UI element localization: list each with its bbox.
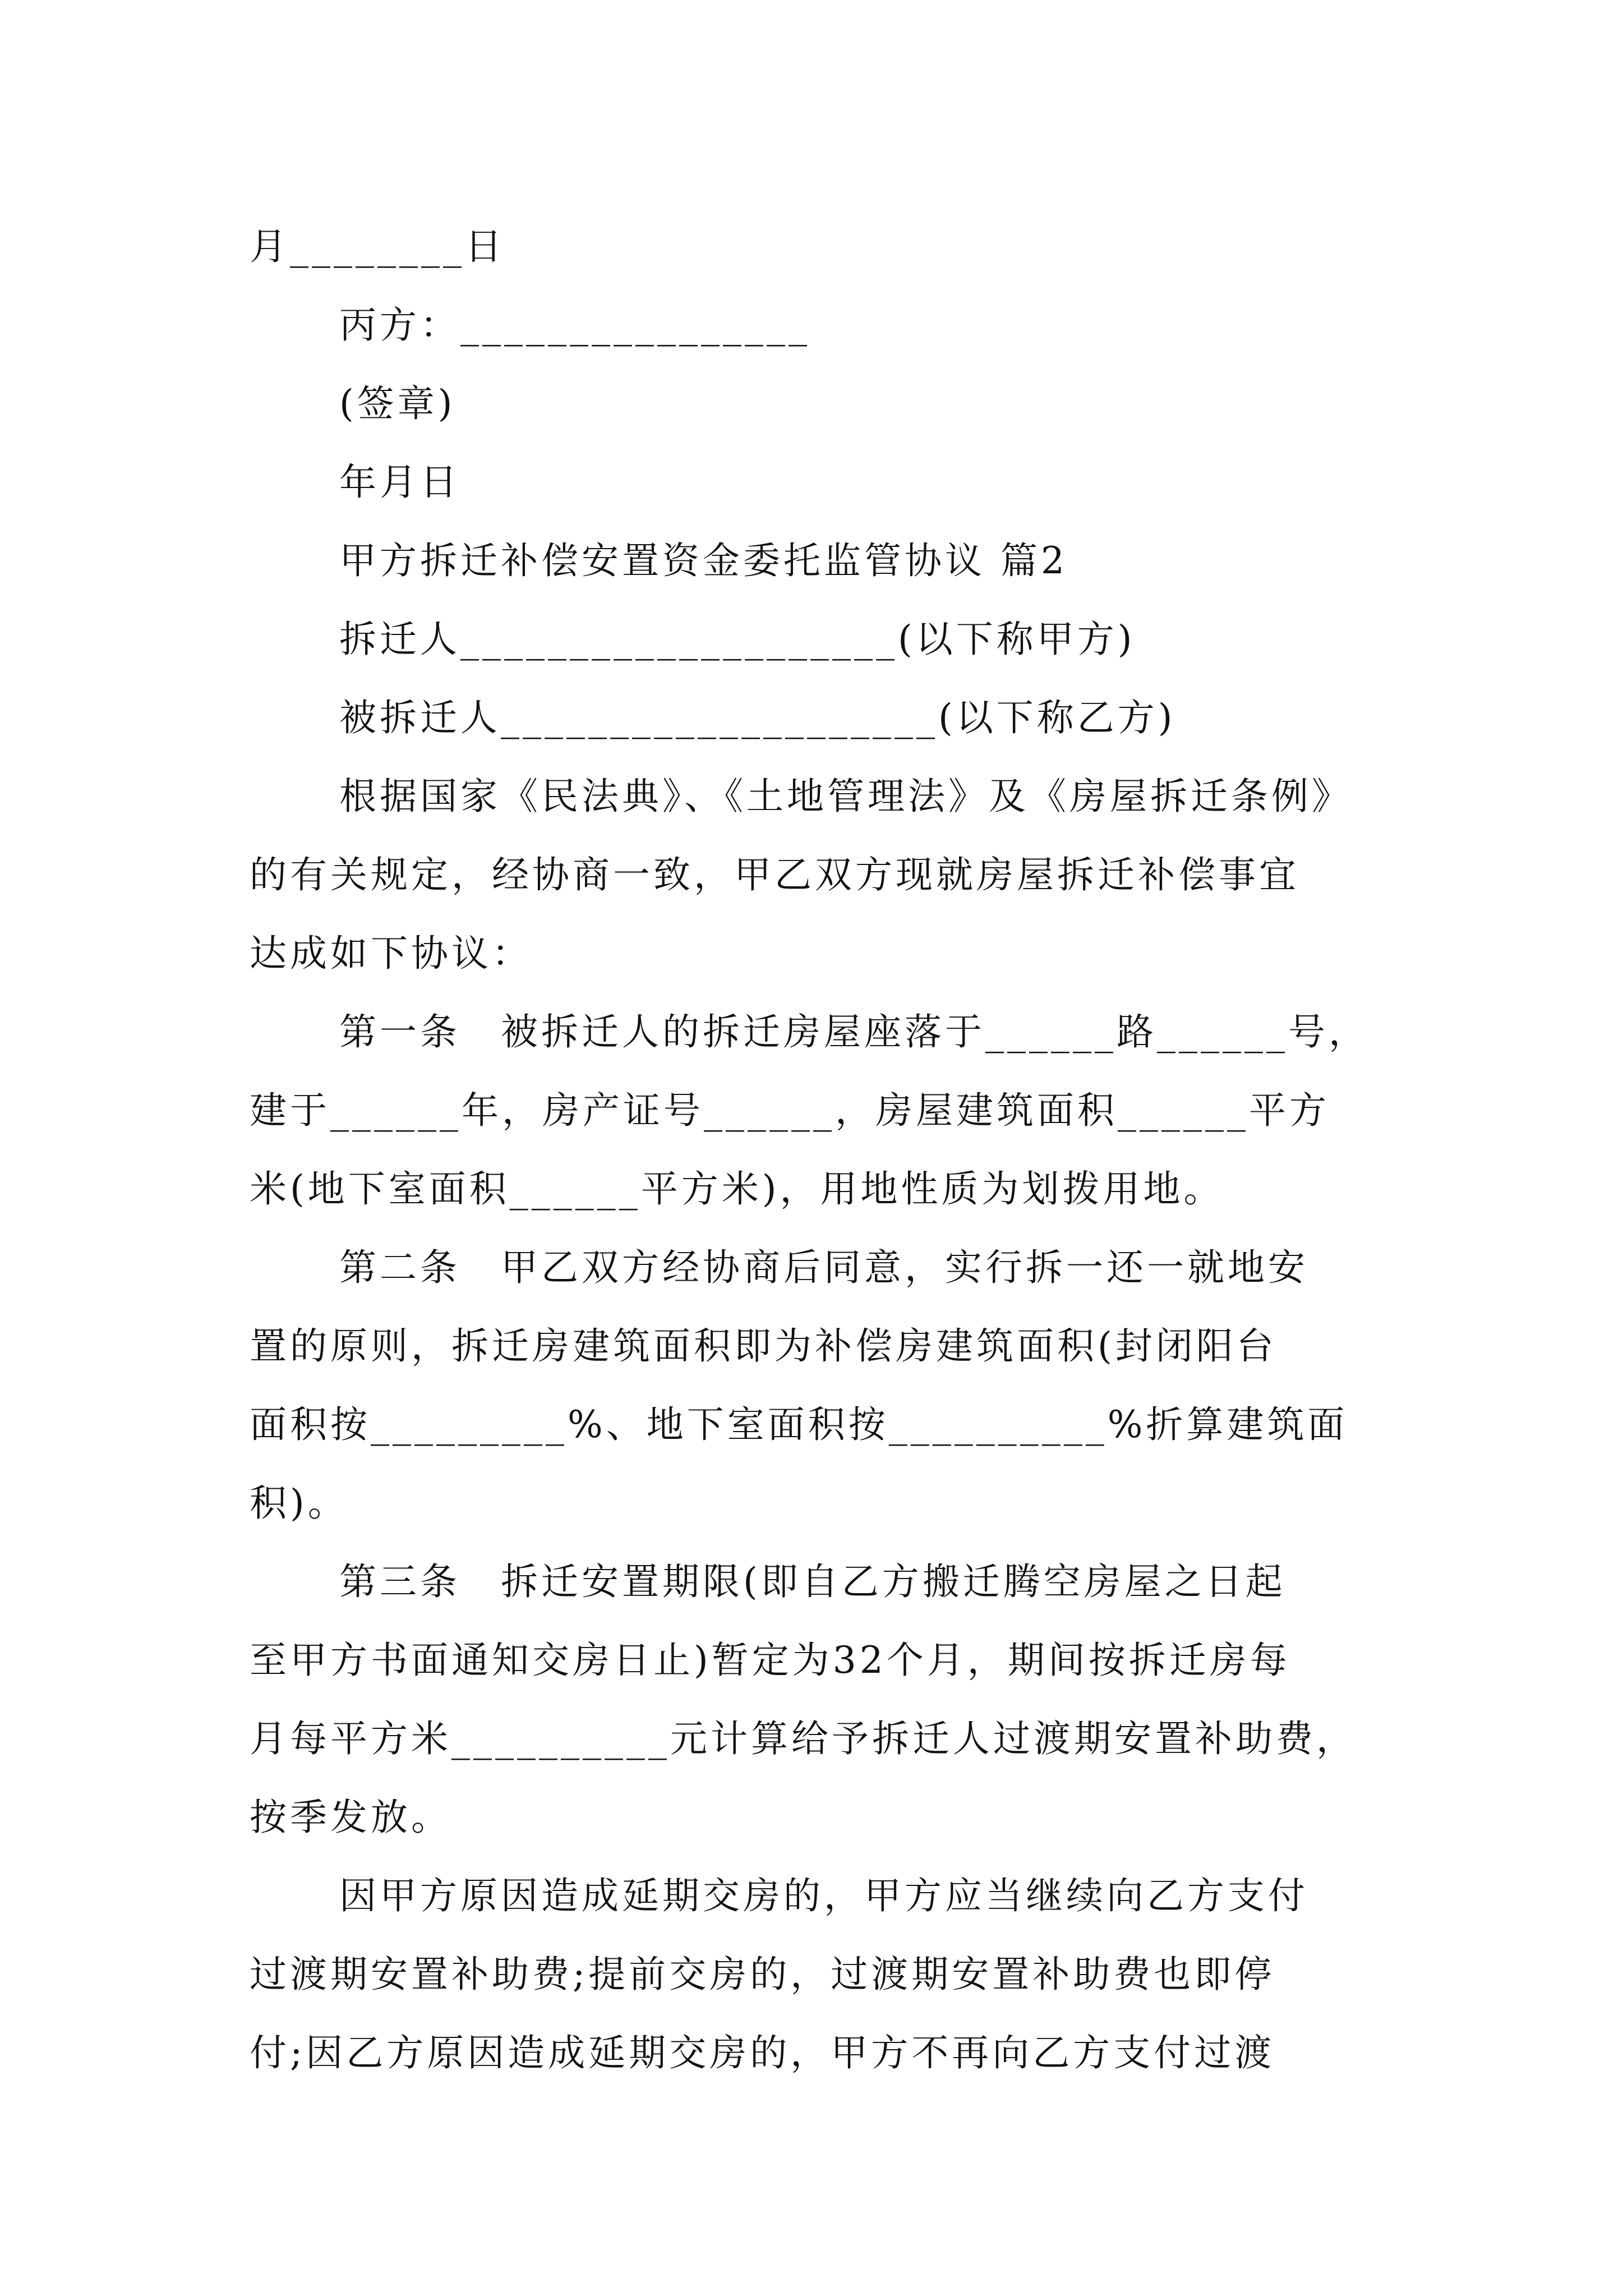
article-3-line: 第三条 拆迁安置期限(即自乙方搬迁腾空房屋之日起 xyxy=(339,1560,1286,1603)
paragraph-line: 过渡期安置补助费;提前交房的，过渡期安置补助费也即停 xyxy=(250,1953,1275,1996)
date-line: 月________日 xyxy=(250,225,505,268)
article-2-line: 面积按_________%、地下室面积按__________%折算建筑面 xyxy=(250,1403,1348,1446)
article-1-line: 第一条 被拆迁人的拆迁房屋座落于______路______号， xyxy=(339,1010,1369,1053)
demolished-party-line: 被拆迁人____________________(以下称乙方) xyxy=(339,696,1176,739)
article-2-line: 积)。 xyxy=(250,1481,348,1525)
article-3-line: 按季发放。 xyxy=(250,1796,451,1839)
paragraph-line: 的有关规定，经协商一致，甲乙双方现就房屋拆迁补偿事宜 xyxy=(250,853,1299,896)
paragraph-line: 根据国家《民法典》、《土地管理法》及《房屋拆迁条例》 xyxy=(339,775,1352,818)
article-1-line: 米(地下室面积______平方米)，用地性质为划拨用地。 xyxy=(250,1167,1224,1211)
article-2-line: 第二条 甲乙双方经协商后同意，实行拆一还一就地安 xyxy=(339,1246,1308,1289)
article-3-line: 至甲方书面通知交房日止)暂定为32个月，期间按拆迁房每 xyxy=(250,1639,1290,1682)
signature-seal-line: (签章) xyxy=(339,382,456,425)
paragraph-line: 达成如下协议： xyxy=(250,932,532,975)
year-month-day-line: 年月日 xyxy=(339,461,460,504)
article-2-line: 置的原则，拆迁房建筑面积即为补偿房建筑面积(封闭阳台 xyxy=(250,1324,1277,1368)
document-body xyxy=(250,208,1388,2092)
article-1-line: 建于______年，房产证号______，房屋建筑面积______平方 xyxy=(250,1089,1330,1132)
section-title: 甲方拆迁补偿安置资金委托监管协议 篇2 xyxy=(339,539,1068,582)
paragraph-line: 因甲方原因造成延期交房的，甲方应当继续向乙方支付 xyxy=(339,1874,1308,1917)
paragraph-line: 付;因乙方原因造成延期交房的，甲方不再向乙方支付过渡 xyxy=(250,2031,1275,2074)
party-c-line: 丙方：________________ xyxy=(339,303,810,347)
demolisher-line: 拆迁人____________________(以下称甲方) xyxy=(339,618,1136,661)
article-3-line: 月每平方米__________元计算给予拆迁人过渡期安置补助费， xyxy=(250,1717,1357,1760)
